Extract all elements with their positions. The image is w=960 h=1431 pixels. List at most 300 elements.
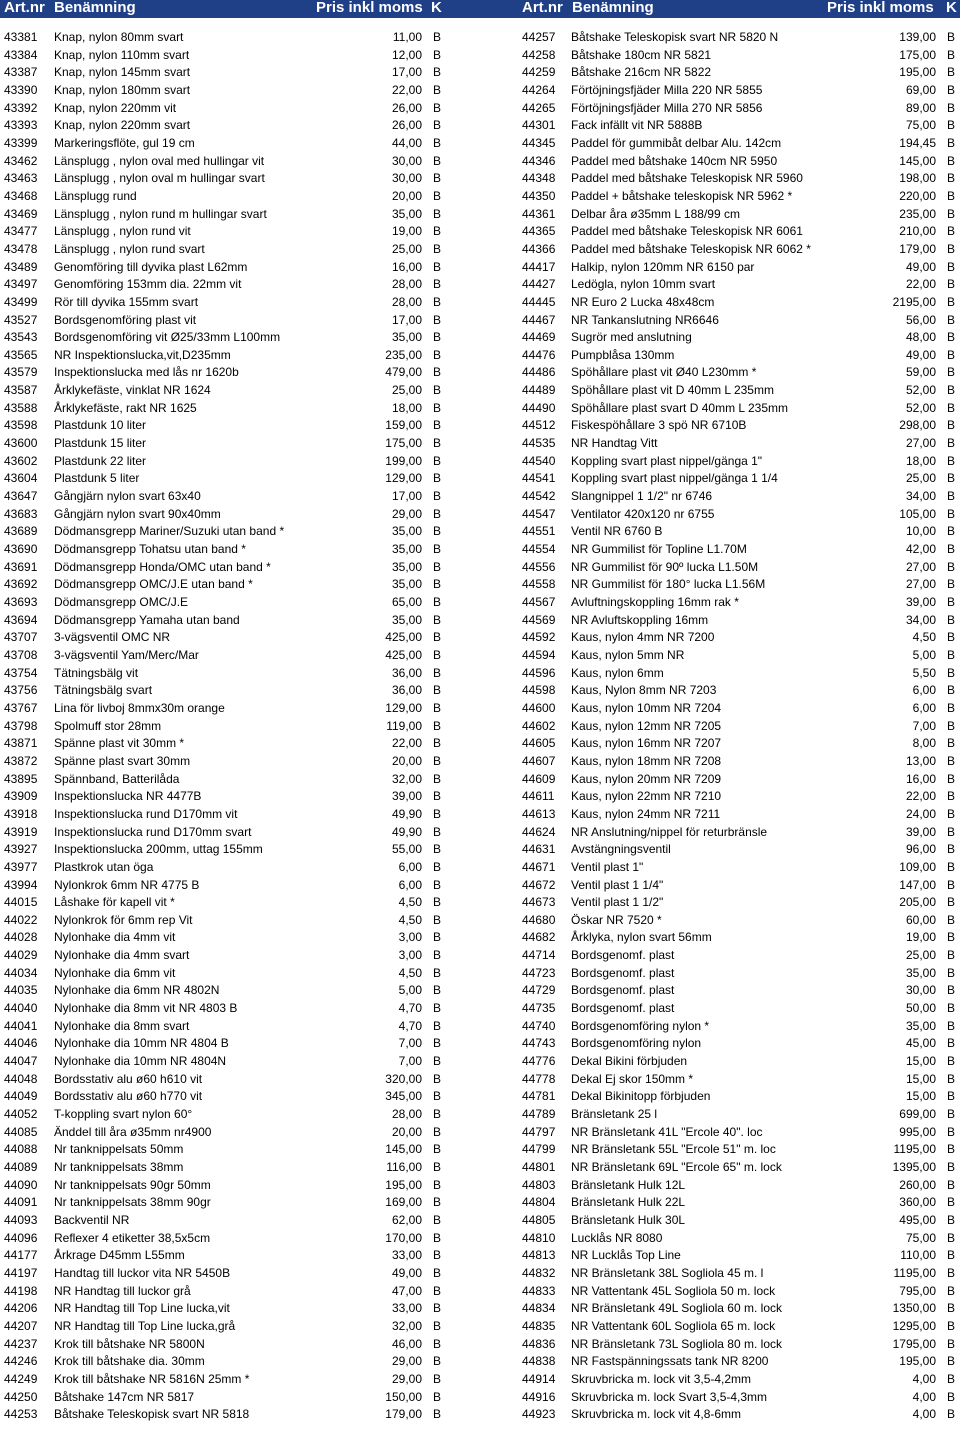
- table-row: [0, 1387, 480, 1405]
- item-name: Knap, nylon 145mm svart: [54, 65, 191, 80]
- item-k: B: [947, 1036, 956, 1051]
- item-price: 260,00: [899, 1177, 936, 1192]
- item-artnr: 43600: [4, 436, 38, 451]
- table-row: [0, 27, 480, 45]
- item-artnr: 44207: [4, 1318, 38, 1333]
- item-price: 6,00: [398, 877, 422, 892]
- item-price: 8,00: [912, 736, 936, 751]
- item-k: B: [947, 453, 956, 468]
- item-artnr: 43690: [4, 542, 38, 557]
- item-k: B: [433, 47, 442, 62]
- item-artnr: 44361: [522, 206, 556, 221]
- item-price: 150,00: [385, 1389, 422, 1404]
- item-k: B: [433, 1089, 442, 1104]
- item-name: Spänne plast svart 30mm: [54, 753, 191, 768]
- item-name: Bränsletank Hulk 22L: [571, 1195, 686, 1210]
- item-k: B: [433, 736, 442, 751]
- item-k: B: [947, 1301, 956, 1316]
- table-row: [0, 1069, 480, 1087]
- item-price: 220,00: [899, 188, 936, 203]
- item-artnr: 44469: [522, 330, 556, 345]
- item-name: Inspektionslucka rund D170mm svart: [54, 824, 252, 839]
- item-artnr: 44090: [4, 1177, 38, 1192]
- item-artnr: 44048: [4, 1071, 38, 1086]
- item-k: B: [947, 1336, 956, 1351]
- item-price: 36,00: [391, 683, 422, 698]
- item-name: Bordsgenomf. plast: [571, 983, 675, 998]
- item-k: B: [947, 1195, 956, 1210]
- item-k: B: [433, 1036, 442, 1051]
- item-name: Årklykefäste, vinklat NR 1624: [54, 383, 211, 398]
- table-row: [0, 963, 480, 981]
- item-k: B: [433, 241, 442, 256]
- item-name: Plastdunk 5 liter: [54, 471, 140, 486]
- item-name: Länsplugg rund: [54, 188, 137, 203]
- item-name: Ventilator 420x120 nr 6755: [571, 506, 715, 521]
- item-name: Slangnippel 1 1/2" nr 6746: [571, 489, 713, 504]
- item-price: 29,00: [391, 1371, 422, 1386]
- item-name: Nylonhake dia 6mm NR 4802N: [54, 983, 220, 998]
- table-row: [480, 133, 960, 151]
- item-name: NR Vattentank 45L Sogliola 50 m. lock: [571, 1283, 776, 1298]
- item-k: B: [433, 524, 442, 539]
- item-price: 17,00: [391, 65, 422, 80]
- item-price: 28,00: [391, 294, 422, 309]
- item-price: 30,00: [391, 171, 422, 186]
- item-artnr: 44682: [522, 930, 556, 945]
- item-price: 49,00: [391, 1265, 422, 1280]
- item-name: NR Handtag Vitt: [571, 436, 658, 451]
- item-price: 49,90: [391, 806, 422, 821]
- table-row: [480, 1210, 960, 1228]
- table-row: [480, 1016, 960, 1034]
- table-row: [0, 1104, 480, 1122]
- item-k: B: [947, 1018, 956, 1033]
- item-artnr: 44249: [4, 1371, 38, 1386]
- item-artnr: 43381: [4, 30, 38, 44]
- item-artnr: 43387: [4, 65, 38, 80]
- table-row: [480, 574, 960, 592]
- item-k: B: [947, 241, 956, 256]
- table-row: [0, 327, 480, 345]
- item-artnr: 44489: [522, 383, 556, 398]
- table-row: [0, 980, 480, 998]
- item-artnr: 44804: [522, 1195, 556, 1210]
- item-name: Plastkrok utan öga: [54, 859, 154, 874]
- item-name: Dödmansgrepp Yamaha utan band: [54, 612, 240, 627]
- item-price: 7,00: [398, 1054, 422, 1069]
- item-name: Skruvbricka m. lock vit 4,8-6mm: [571, 1407, 742, 1422]
- item-price: 195,00: [385, 1177, 422, 1192]
- item-artnr: 44803: [522, 1177, 556, 1192]
- item-price: 24,00: [905, 806, 936, 821]
- item-artnr: 44609: [522, 771, 556, 786]
- item-artnr: 44567: [522, 595, 556, 609]
- item-artnr: 44259: [522, 65, 556, 80]
- item-price: 18,00: [391, 400, 422, 415]
- item-name: Nylonhake dia 8mm svart: [54, 1018, 190, 1033]
- table-row: [0, 62, 480, 80]
- item-k: B: [433, 171, 442, 186]
- item-name: Årkrage D45mm L55mm: [54, 1248, 185, 1263]
- item-name: Fack infällt vit NR 5888B: [571, 118, 703, 133]
- item-name: Dödmansgrepp OMC/J.E utan band *: [54, 577, 253, 592]
- item-k: B: [433, 400, 442, 415]
- item-price: 35,00: [905, 965, 936, 980]
- item-price: 12,00: [391, 47, 422, 62]
- table-row: [0, 115, 480, 133]
- item-price: 27,00: [905, 577, 936, 592]
- item-price: 205,00: [899, 895, 936, 910]
- item-artnr: 44540: [522, 453, 556, 468]
- item-name: Knap, nylon 220mm vit: [54, 100, 177, 115]
- table-row: [480, 1051, 960, 1069]
- item-k: B: [947, 1283, 956, 1298]
- item-k: B: [433, 842, 442, 857]
- header-price: Pris inkl moms: [827, 0, 934, 16]
- item-price: 4,00: [912, 1407, 936, 1422]
- item-price: 20,00: [391, 1124, 422, 1139]
- item-artnr: 43689: [4, 524, 38, 539]
- item-price: 28,00: [391, 277, 422, 292]
- item-name: Paddel med båtshake Teleskopisk NR 6062 *: [571, 241, 811, 256]
- item-price: 49,00: [905, 259, 936, 274]
- item-artnr: 44512: [522, 418, 556, 433]
- item-name: 3-vägsventil OMC NR: [54, 630, 171, 645]
- item-artnr: 44022: [4, 912, 38, 927]
- item-name: Gångjärn nylon svart 90x40mm: [54, 506, 221, 521]
- table-row: [480, 451, 960, 469]
- item-name: Bordsstativ alu ø60 h610 vit: [54, 1071, 203, 1086]
- table-row: [0, 627, 480, 645]
- item-artnr: 44348: [522, 171, 556, 186]
- item-k: B: [947, 930, 956, 945]
- header-k: K: [946, 0, 957, 16]
- table-row: [480, 327, 960, 345]
- item-artnr: 43647: [4, 489, 38, 504]
- table-row: [480, 80, 960, 98]
- item-k: B: [433, 489, 442, 504]
- item-artnr: 44611: [522, 789, 555, 804]
- item-name: NR Gummilist för Topline L1.70M: [571, 542, 747, 557]
- table-row: [480, 380, 960, 398]
- item-price: 1795,00: [892, 1336, 936, 1351]
- item-price: 199,00: [385, 453, 422, 468]
- item-name: Delbar åra ø35mm L 188/99 cm: [571, 206, 740, 221]
- item-price: 360,00: [899, 1195, 936, 1210]
- table-row: [480, 980, 960, 998]
- table-row: [480, 910, 960, 928]
- item-price: 4,00: [912, 1389, 936, 1404]
- item-name: Spännband, Batterilåda: [54, 771, 180, 786]
- item-artnr: 44427: [522, 277, 556, 292]
- item-price: 33,00: [391, 1248, 422, 1263]
- item-name: Dekal Bikinitopp förbjuden: [571, 1089, 711, 1104]
- table-row: [0, 945, 480, 963]
- table-row: [0, 1228, 480, 1246]
- item-k: B: [947, 330, 956, 345]
- item-price: 175,00: [899, 47, 936, 62]
- item-artnr: 43478: [4, 241, 38, 256]
- item-price: 27,00: [905, 559, 936, 574]
- item-name: NR Bränsletank 49L Sogliola 60 m. lock: [571, 1301, 782, 1316]
- item-k: B: [947, 418, 956, 433]
- item-name: Bordsgenomföring vit Ø25/33mm L100mm: [54, 330, 281, 345]
- item-k: B: [947, 277, 956, 292]
- item-artnr: 43798: [4, 718, 38, 733]
- item-artnr: 43918: [4, 806, 38, 821]
- item-price: 795,00: [899, 1283, 936, 1298]
- table-row: [480, 345, 960, 363]
- item-price: 1395,00: [892, 1160, 936, 1174]
- item-price: 49,90: [391, 824, 422, 839]
- item-k: B: [433, 824, 442, 839]
- item-artnr: 44598: [522, 683, 556, 698]
- item-name: Knap, nylon 110mm svart: [54, 47, 190, 62]
- table-row: [480, 892, 960, 910]
- item-artnr: 44832: [522, 1265, 556, 1280]
- table-row: [480, 733, 960, 751]
- item-name: Bordsgenomf. plast: [571, 948, 675, 963]
- item-name: Låshake för kapell vit *: [54, 895, 175, 910]
- item-price: 195,00: [899, 65, 936, 80]
- item-artnr: 44594: [522, 647, 556, 662]
- item-price: 298,00: [899, 418, 936, 433]
- item-artnr: 44607: [522, 753, 556, 768]
- item-price: 52,00: [905, 383, 936, 398]
- table-row: [0, 521, 480, 539]
- item-artnr: 44052: [4, 1107, 38, 1122]
- item-name: Båtshake 147cm NR 5817: [54, 1389, 195, 1404]
- item-name: Nylonhake dia 8mm vit NR 4803 B: [54, 1001, 238, 1016]
- item-k: B: [947, 1371, 956, 1386]
- table-row: [480, 62, 960, 80]
- item-artnr: 44602: [522, 718, 556, 733]
- item-k: B: [433, 612, 442, 627]
- item-price: 169,00: [385, 1195, 422, 1210]
- item-k: B: [433, 1160, 442, 1174]
- item-k: B: [947, 647, 956, 662]
- item-price: 4,70: [398, 1018, 422, 1033]
- table-row: [480, 168, 960, 186]
- item-name: Paddel + båtshake teleskopisk NR 5962 *: [571, 188, 793, 203]
- item-artnr: 44015: [4, 895, 38, 910]
- item-price: 4,50: [398, 895, 422, 910]
- table-row: [0, 186, 480, 204]
- left-rows: [0, 27, 480, 1422]
- item-artnr: 43691: [4, 559, 38, 574]
- item-k: B: [947, 630, 956, 645]
- item-k: B: [433, 1389, 442, 1404]
- item-artnr: 44177: [4, 1248, 38, 1263]
- item-name: Ventil plast 1 1/4": [571, 877, 664, 892]
- table-row: [480, 292, 960, 310]
- table-row: [480, 398, 960, 416]
- table-row: [0, 822, 480, 840]
- item-artnr: 44613: [522, 806, 556, 821]
- item-name: Kaus, nylon 10mm NR 7204: [571, 700, 722, 715]
- table-row: [480, 1245, 960, 1263]
- table-row: [0, 557, 480, 575]
- item-name: Förtöjningsfjäder Milla 220 NR 5855: [571, 82, 763, 97]
- item-k: B: [433, 930, 442, 945]
- table-row: [480, 257, 960, 275]
- item-price: 7,00: [398, 1036, 422, 1051]
- item-k: B: [947, 30, 956, 44]
- item-k: B: [433, 30, 442, 44]
- item-price: 26,00: [391, 100, 422, 115]
- item-artnr: 43497: [4, 277, 38, 292]
- item-artnr: 44778: [522, 1071, 556, 1086]
- item-name: Fiskespöhållare 3 spö NR 6710B: [571, 418, 747, 433]
- table-row: [480, 274, 960, 292]
- item-k: B: [433, 436, 442, 451]
- item-price: 15,00: [905, 1089, 936, 1104]
- item-name: Bordsgenomf. plast: [571, 965, 675, 980]
- item-name: Dödmansgrepp Mariner/Suzuki utan band *: [54, 524, 285, 539]
- table-row: [0, 468, 480, 486]
- item-k: B: [947, 824, 956, 839]
- item-name: Paddel med båtshake Teleskopisk NR 6061: [571, 224, 803, 239]
- table-row: [0, 1175, 480, 1193]
- item-artnr: 44624: [522, 824, 556, 839]
- item-k: B: [433, 542, 442, 557]
- item-name: Rör till dyvika 155mm svart: [54, 294, 199, 309]
- item-artnr: 44246: [4, 1354, 38, 1369]
- table-row: [0, 875, 480, 893]
- item-k: B: [433, 1107, 442, 1122]
- table-row: [480, 592, 960, 610]
- item-name: Dekal Ej skor 150mm *: [571, 1071, 694, 1086]
- item-name: Bordsgenomföring nylon *: [571, 1018, 710, 1033]
- item-artnr: 44093: [4, 1212, 38, 1227]
- item-name: Förtöjningsfjäder Milla 270 NR 5856: [571, 100, 763, 115]
- table-row: [0, 786, 480, 804]
- table-row: [0, 504, 480, 522]
- item-name: Spänne plast vit 30mm *: [54, 736, 185, 751]
- item-name: Kaus, nylon 24mm NR 7211: [571, 806, 721, 821]
- item-price: 15,00: [905, 1054, 936, 1069]
- item-price: 20,00: [391, 188, 422, 203]
- item-price: 16,00: [391, 259, 422, 274]
- item-artnr: 44197: [4, 1265, 38, 1280]
- item-artnr: 44029: [4, 948, 38, 963]
- table-row: [0, 1404, 480, 1422]
- table-row: [0, 1139, 480, 1157]
- item-price: 32,00: [391, 1318, 422, 1333]
- item-k: B: [433, 506, 442, 521]
- item-name: Kaus, nylon 22mm NR 7210: [571, 789, 722, 804]
- item-artnr: 44735: [522, 1001, 556, 1016]
- item-price: 62,00: [391, 1212, 422, 1227]
- table-row: [480, 27, 960, 45]
- item-name: Lucklås NR 8080: [571, 1230, 663, 1245]
- item-price: 22,00: [905, 277, 936, 292]
- item-price: 39,00: [391, 789, 422, 804]
- item-price: 175,00: [385, 436, 422, 451]
- item-name: Kaus, nylon 16mm NR 7207: [571, 736, 722, 751]
- item-name: Spolmuff stor 28mm: [54, 718, 162, 733]
- table-row: [480, 468, 960, 486]
- item-price: 44,00: [391, 135, 422, 150]
- item-name: Länsplugg , nylon rund vit: [54, 224, 191, 239]
- item-name: Länsplugg , nylon oval m hullingar svart: [54, 171, 265, 186]
- item-name: Ledögla, nylon 10mm svart: [571, 277, 716, 292]
- item-name: Ventil NR 6760 B: [571, 524, 663, 539]
- item-artnr: 43390: [4, 82, 38, 97]
- item-artnr: 44476: [522, 347, 556, 362]
- item-name: Kaus, nylon 5mm NR: [571, 647, 685, 662]
- header-k: K: [431, 0, 442, 16]
- item-k: B: [433, 771, 442, 786]
- item-k: B: [433, 277, 442, 292]
- item-price: 116,00: [386, 1160, 422, 1174]
- item-artnr: 44801: [522, 1160, 556, 1174]
- item-name: Bränsletank 25 l: [571, 1107, 658, 1122]
- item-artnr: 44365: [522, 224, 556, 239]
- table-row: [480, 239, 960, 257]
- item-price: 1195,00: [893, 1142, 936, 1157]
- table-row: [0, 1192, 480, 1210]
- item-price: 4,50: [912, 630, 936, 645]
- item-artnr: 44596: [522, 665, 556, 680]
- item-name: Kaus, nylon 4mm NR 7200: [571, 630, 715, 645]
- table-row: [0, 98, 480, 116]
- item-name: Nr tanknippelsats 90gr 50mm: [54, 1177, 211, 1192]
- item-artnr: 44789: [522, 1107, 556, 1122]
- item-artnr: 43602: [4, 453, 38, 468]
- item-k: B: [947, 595, 956, 609]
- table-row: [480, 504, 960, 522]
- table-row: [0, 645, 480, 663]
- item-k: B: [433, 948, 442, 963]
- item-k: B: [433, 206, 442, 221]
- table-row: [480, 1387, 960, 1405]
- item-name: Koppling svart plast nippel/gänga 1": [571, 453, 763, 468]
- item-name: Plastdunk 10 liter: [54, 418, 147, 433]
- table-row: [0, 398, 480, 416]
- item-name: Inspektionslucka rund D170mm vit: [54, 806, 238, 821]
- item-artnr: 44467: [522, 312, 556, 327]
- item-price: 42,00: [905, 542, 936, 557]
- item-price: 30,00: [905, 983, 936, 998]
- item-price: 425,00: [385, 630, 422, 645]
- item-name: NR Handtag till luckor grå: [54, 1283, 191, 1298]
- item-name: Inspektionslucka med lås nr 1620b: [54, 365, 239, 380]
- table-row: [0, 345, 480, 363]
- item-price: 27,00: [905, 436, 936, 451]
- table-row: [480, 1122, 960, 1140]
- item-artnr: 43693: [4, 595, 38, 609]
- item-price: 479,00: [385, 365, 422, 380]
- item-price: 35,00: [391, 612, 422, 627]
- item-artnr: 44569: [522, 612, 556, 627]
- item-artnr: 43598: [4, 418, 38, 433]
- item-name: Kaus, nylon 18mm NR 7208: [571, 753, 722, 768]
- item-k: B: [433, 312, 442, 327]
- item-price: 210,00: [899, 224, 936, 239]
- item-price: 995,00: [899, 1124, 936, 1139]
- item-name: Knap, nylon 180mm svart: [54, 82, 191, 97]
- table-row: [480, 362, 960, 380]
- table-row: [0, 910, 480, 928]
- item-artnr: 44096: [4, 1230, 38, 1245]
- item-price: 3,00: [398, 930, 422, 945]
- item-name: Kaus, nylon 6mm: [571, 665, 664, 680]
- item-k: B: [433, 188, 442, 203]
- item-price: 194,45: [899, 135, 936, 150]
- item-artnr: 44035: [4, 983, 38, 998]
